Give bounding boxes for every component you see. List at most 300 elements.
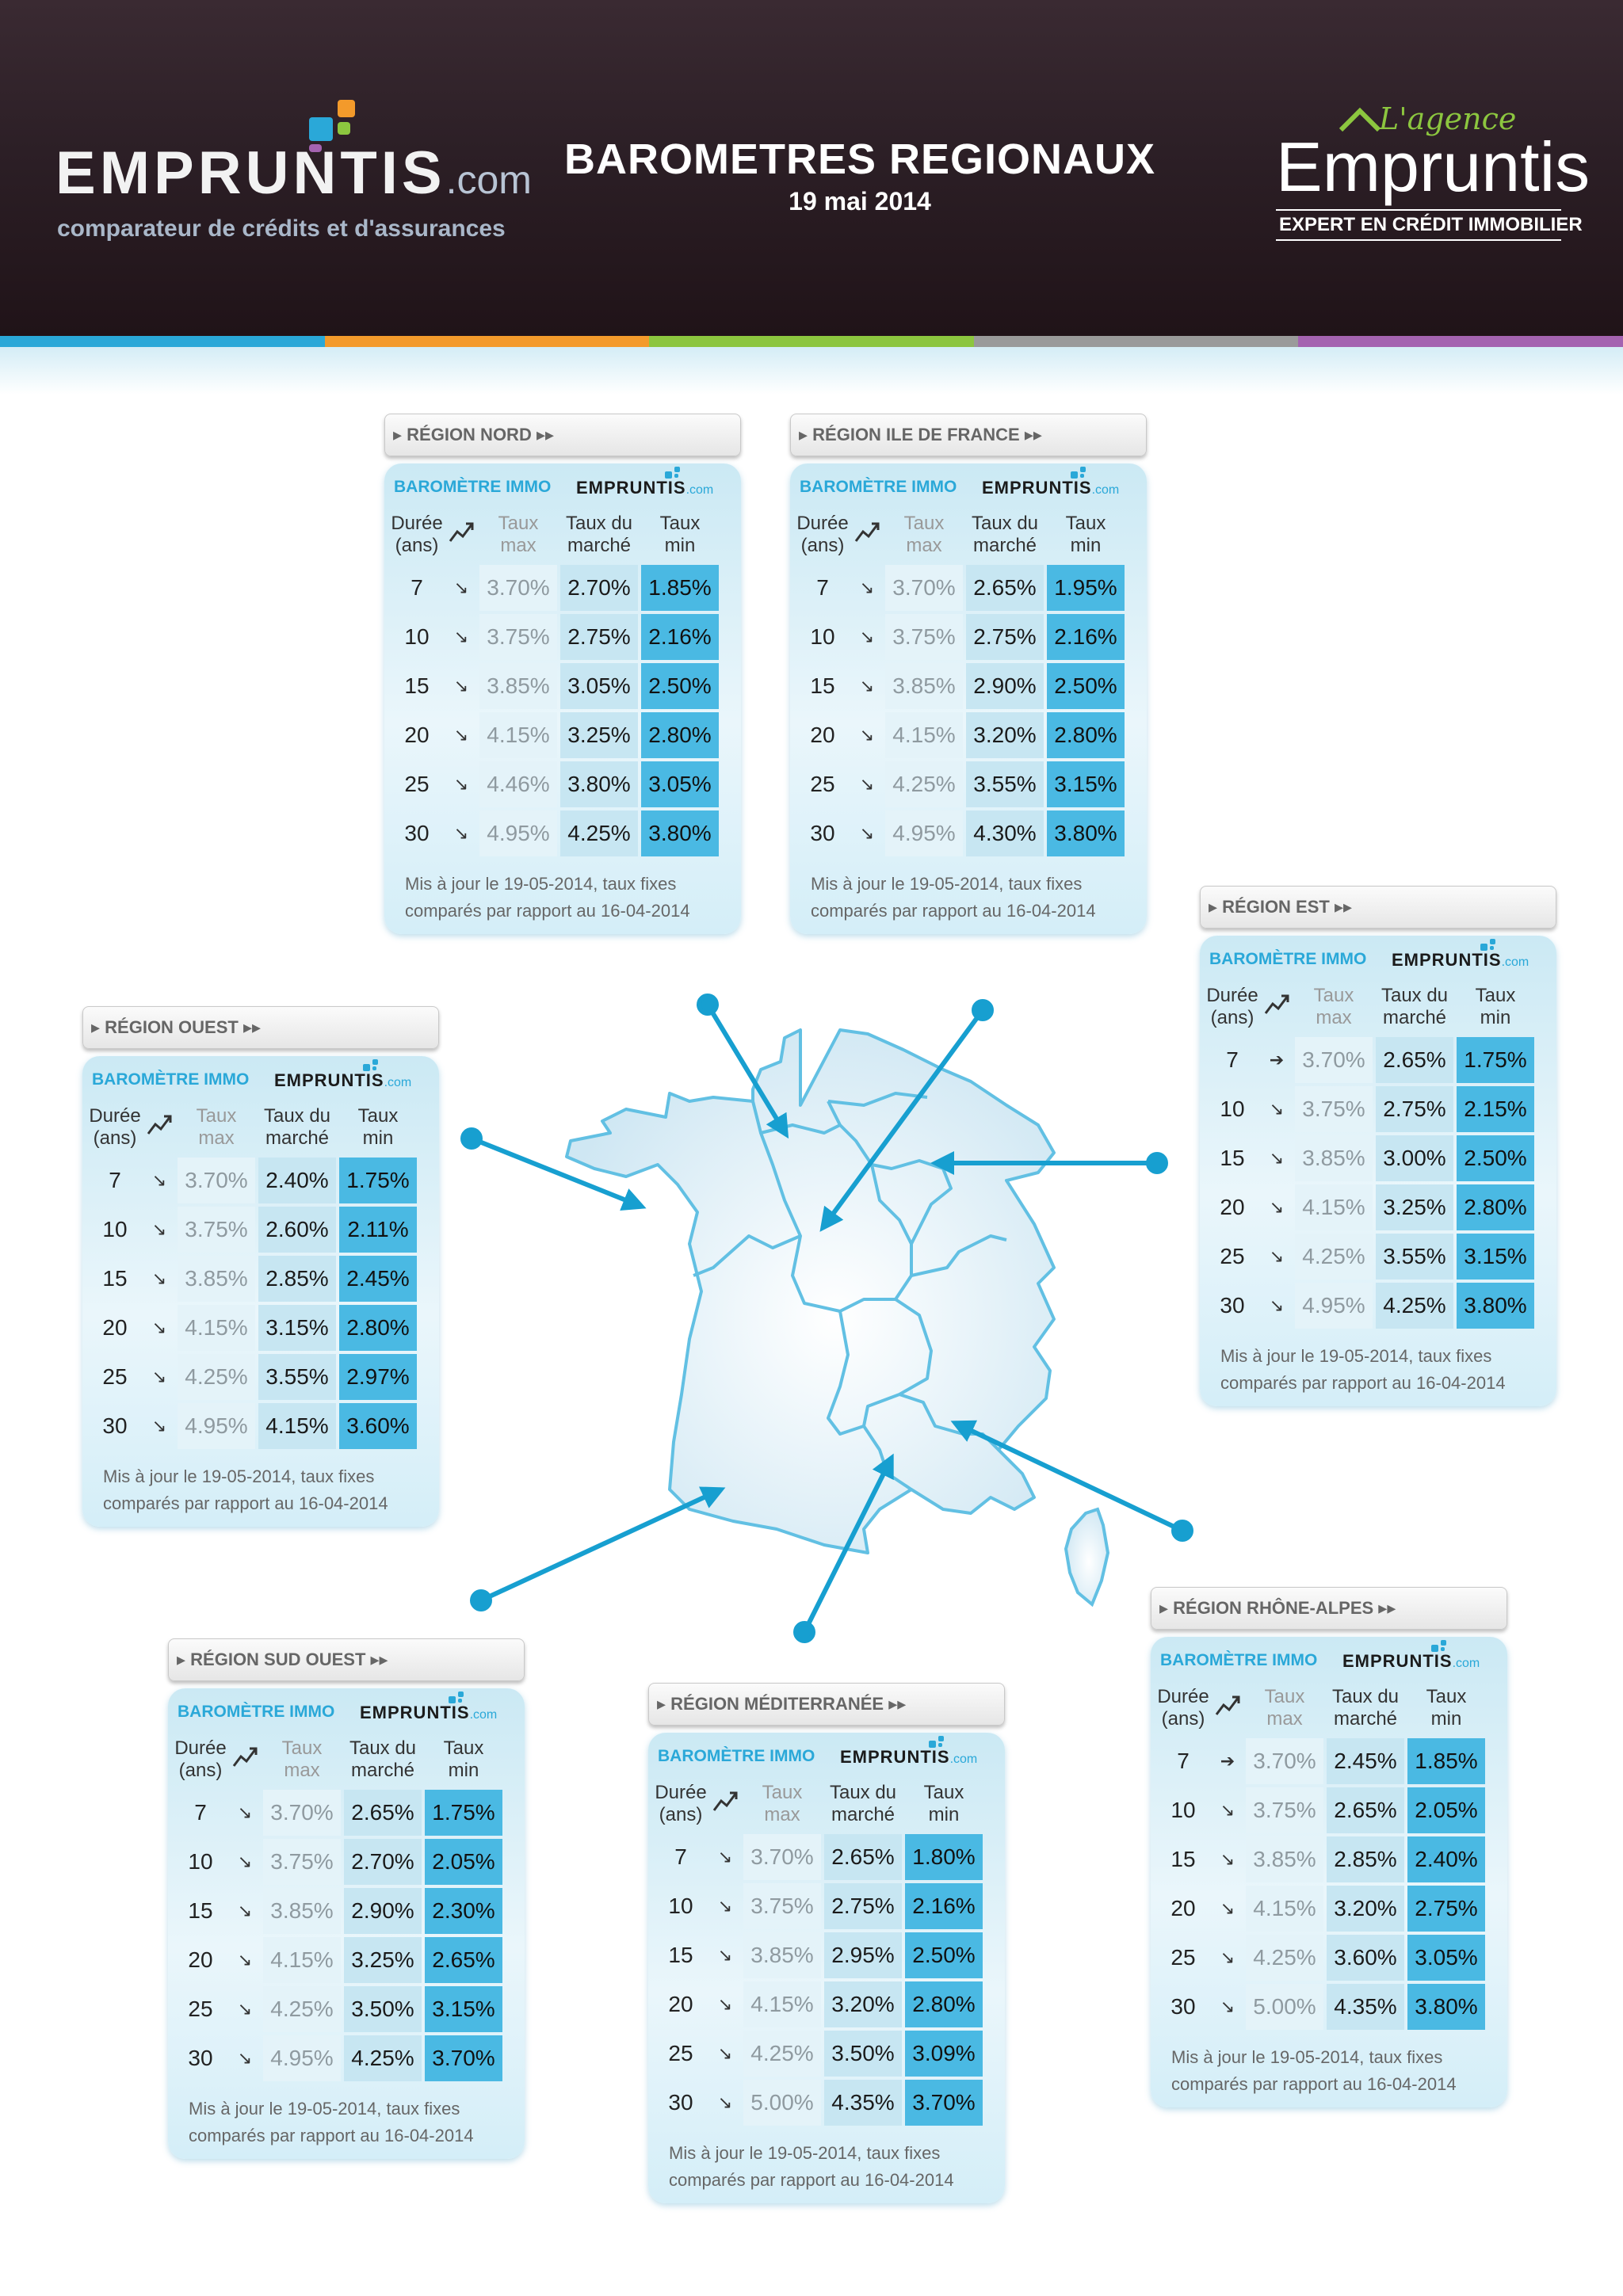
col-taux-max: Taux max (498, 513, 539, 556)
trend-icon (146, 1113, 173, 1137)
taux-min-cell: 3.15% (1457, 1234, 1534, 1280)
trend-icon (1214, 1694, 1241, 1718)
taux-max-cell: 3.75% (178, 1207, 255, 1253)
taux-max-cell: 5.00% (1246, 1984, 1323, 2030)
taux-marche-cell: 4.25% (1376, 1283, 1453, 1329)
taux-marche-cell: 2.85% (258, 1256, 336, 1302)
trend-arrow-icon: ↘ (1220, 1849, 1235, 1869)
rates-header-row (174, 1736, 502, 1787)
duree-cell: 15 (810, 673, 835, 698)
region-tab[interactable] (790, 414, 1147, 456)
page-title: BAROMETRES REGIONAUX (563, 135, 1156, 183)
duree-cell: 15 (102, 1266, 128, 1291)
col-trend (710, 1780, 740, 1831)
taux-min-cell: 2.40% (1407, 1836, 1485, 1882)
duree-cell: 25 (188, 1997, 213, 2021)
region-tab[interactable] (384, 414, 741, 456)
taux-min-cell: 3.80% (641, 810, 719, 856)
taux-max-cell: 3.75% (263, 1839, 341, 1885)
trend-arrow-icon: ↘ (151, 1318, 167, 1337)
taux-min-cell: 3.15% (1047, 761, 1125, 807)
update-note-line: comparés par rapport au 16-04-2014 (811, 901, 1096, 921)
card-header (384, 463, 741, 508)
taux-marche-cell: 2.75% (1376, 1086, 1453, 1132)
rates-header-row (391, 511, 719, 562)
barometre-card (384, 463, 741, 934)
duree-cell: 25 (668, 2041, 693, 2065)
trend-arrow-icon: ↘ (717, 2092, 733, 2112)
trend-arrow-icon: ↘ (453, 578, 469, 597)
trend-arrow-icon: ➔ (1269, 1050, 1285, 1070)
rates-header-row (89, 1104, 417, 1154)
col-taux-max: Taux max (1313, 985, 1354, 1028)
taux-marche-cell: 4.25% (344, 2035, 422, 2081)
taux-max-cell: 4.95% (479, 810, 557, 856)
rate-row (1157, 1886, 1485, 1932)
trend-arrow-icon: ↘ (859, 774, 875, 794)
logo-brand: EMPRUNTIS.com (55, 139, 532, 207)
duree-cell: 25 (1220, 1244, 1245, 1268)
taux-min-cell: 2.80% (905, 1981, 983, 2027)
map-pointers (463, 996, 1191, 1641)
taux-max-cell: 4.15% (263, 1937, 341, 1983)
rate-row (391, 614, 719, 660)
trend-icon (712, 1790, 739, 1814)
region-rhone (1151, 1587, 1507, 2107)
duree-cell: 20 (188, 1947, 213, 1972)
play-icon: ▸ (1209, 897, 1223, 917)
rate-row (1157, 1984, 1485, 2030)
play-icon: ▸ (91, 1017, 105, 1037)
rate-row (796, 614, 1125, 660)
duree-cell: 25 (102, 1364, 128, 1389)
trend-arrow-icon: ↘ (1220, 1947, 1235, 1967)
taux-min-cell: 2.50% (641, 663, 719, 709)
rate-row (796, 565, 1125, 611)
barometre-label: BAROMÈTRE IMMO (178, 1703, 335, 1721)
trend-arrow-icon: ↘ (453, 676, 469, 696)
col-taux-marche: Taux du marché (971, 513, 1039, 556)
double-arrow-icon: ▸▸ (1019, 425, 1042, 444)
duree-cell: 15 (404, 673, 430, 698)
rates-table (793, 508, 1128, 860)
taux-min-cell: 2.80% (1047, 712, 1125, 758)
taux-min-cell: 2.16% (905, 1883, 983, 1929)
taux-marche-cell: 2.85% (1327, 1836, 1404, 1882)
trend-arrow-icon: ↘ (1269, 1099, 1285, 1119)
trend-arrow-icon: ↘ (1220, 1898, 1235, 1918)
taux-marche-cell: 2.45% (1327, 1738, 1404, 1784)
region-title: RÉGION ILE DE FRANCE (812, 425, 1020, 444)
taux-max-cell: 3.85% (479, 663, 557, 709)
col-taux-max: Taux max (281, 1737, 323, 1781)
update-note-line: comparés par rapport au 16-04-2014 (1220, 1373, 1506, 1393)
trend-arrow-icon: ↘ (1269, 1246, 1285, 1266)
taux-max-cell: 3.75% (479, 614, 557, 660)
color-stripe (0, 336, 1623, 347)
region-tab[interactable] (1151, 1587, 1507, 1630)
update-note-line: comparés par rapport au 16-04-2014 (405, 901, 690, 921)
update-note-line: Mis à jour le 19-05-2014, taux fixes (669, 2143, 941, 2163)
duree-cell: 15 (188, 1898, 213, 1923)
taux-max-cell: 4.15% (479, 712, 557, 758)
rate-row (391, 810, 719, 856)
region-borders (693, 1093, 1006, 1489)
region-tab[interactable] (82, 1006, 439, 1049)
taux-marche-cell: 2.65% (344, 1790, 422, 1836)
duree-cell: 7 (411, 575, 423, 600)
taux-marche-cell: 3.25% (344, 1937, 422, 1983)
rate-row (174, 1986, 502, 2032)
trend-arrow-icon: ↘ (859, 627, 875, 646)
taux-marche-cell: 3.80% (560, 761, 638, 807)
update-note-line: Mis à jour le 19-05-2014, taux fixes (103, 1466, 375, 1486)
taux-max-cell: 4.95% (885, 810, 963, 856)
update-note (1151, 2033, 1507, 2098)
update-note (168, 2084, 525, 2149)
duree-cell: 10 (102, 1217, 128, 1241)
rate-row (655, 2031, 983, 2077)
trend-arrow-icon: ↘ (151, 1219, 167, 1239)
empruntis-logo[interactable] (55, 95, 532, 242)
col-duree: Durée (ans) (1157, 1686, 1209, 1730)
taux-marche-cell: 3.50% (344, 1986, 422, 2032)
rate-row (1157, 1738, 1485, 1784)
taux-min-cell: 2.05% (425, 1839, 502, 1885)
card-header (82, 1056, 439, 1100)
taux-min-cell: 2.50% (905, 1932, 983, 1978)
duree-cell: 20 (102, 1315, 128, 1340)
duree-cell: 7 (109, 1168, 121, 1192)
taux-min-cell: 2.80% (339, 1305, 417, 1351)
duree-cell: 7 (674, 1844, 687, 1869)
brand-label: EMPRUNTIS.com (360, 1703, 498, 1722)
update-note-line: comparés par rapport au 16-04-2014 (1171, 2074, 1457, 2094)
trend-icon (231, 1745, 258, 1769)
taux-min-cell: 3.09% (905, 2031, 983, 2077)
stripe-glow (0, 347, 1623, 395)
update-note (82, 1452, 439, 1517)
update-note-line: Mis à jour le 19-05-2014, taux fixes (405, 874, 677, 894)
stripe-segment (325, 336, 650, 347)
rate-row (174, 1839, 502, 1885)
rates-header-row (655, 1780, 983, 1831)
trend-arrow-icon: ↘ (453, 725, 469, 745)
trend-arrow-icon: ↘ (1269, 1148, 1285, 1168)
double-arrow-icon: ▸▸ (531, 425, 555, 444)
duree-cell: 20 (668, 1992, 693, 2016)
update-note-line: Mis à jour le 19-05-2014, taux fixes (189, 2099, 460, 2119)
col-trend (1262, 983, 1292, 1034)
col-taux-min: Taux min (357, 1105, 399, 1149)
trend-arrow-icon: ↘ (237, 1901, 253, 1920)
update-note-line: comparés par rapport au 16-04-2014 (189, 2126, 474, 2145)
rate-row (655, 2080, 983, 2126)
trend-arrow-icon: ↘ (1269, 1295, 1285, 1315)
taux-max-cell: 4.25% (885, 761, 963, 807)
taux-min-cell: 3.80% (1457, 1283, 1534, 1329)
taux-marche-cell: 3.50% (824, 2031, 902, 2077)
duree-cell: 30 (810, 821, 835, 845)
rate-row (655, 1932, 983, 1978)
taux-min-cell: 2.50% (1047, 663, 1125, 709)
taux-max-cell: 3.70% (263, 1790, 341, 1836)
trend-arrow-icon: ↘ (1220, 1800, 1235, 1820)
taux-max-cell: 4.95% (263, 2035, 341, 2081)
update-note-line: comparés par rapport au 16-04-2014 (103, 1493, 388, 1513)
trend-arrow-icon: ↘ (151, 1170, 167, 1190)
region-nord (384, 414, 741, 934)
rate-row (1206, 1037, 1534, 1083)
col-duree: Durée (ans) (796, 513, 849, 556)
card-header (648, 1733, 1005, 1777)
trend-arrow-icon: ↘ (237, 2048, 253, 2068)
taux-max-cell: 4.25% (1295, 1234, 1373, 1280)
taux-max-cell: 4.25% (263, 1986, 341, 2032)
taux-max-cell: 3.75% (743, 1883, 821, 1929)
duree-cell: 30 (404, 821, 430, 845)
rate-row (796, 810, 1125, 856)
taux-marche-cell: 2.90% (344, 1888, 422, 1934)
taux-marche-cell: 3.15% (258, 1305, 336, 1351)
update-note-line: Mis à jour le 19-05-2014, taux fixes (1220, 1346, 1492, 1366)
rate-row (796, 712, 1125, 758)
trend-arrow-icon: ↘ (453, 627, 469, 646)
taux-max-cell: 3.85% (263, 1888, 341, 1934)
rate-row (1157, 1935, 1485, 1981)
double-arrow-icon: ▸▸ (1329, 897, 1353, 917)
region-title: RÉGION SUD OUEST (190, 1650, 366, 1669)
barometre-card (1151, 1637, 1507, 2107)
logo-tagline: comparateur de crédits et d'assurances (57, 215, 506, 242)
region-tab[interactable] (1200, 886, 1556, 929)
stripe-segment (0, 336, 325, 347)
barometre-label: BAROMÈTRE IMMO (92, 1070, 250, 1089)
duree-cell: 30 (102, 1413, 128, 1438)
brand-label: EMPRUNTIS.com (982, 478, 1120, 498)
rate-row (655, 1883, 983, 1929)
agence-empruntis-logo[interactable] (1268, 95, 1591, 246)
rate-row (89, 1403, 417, 1449)
trend-arrow-icon: ↘ (717, 1896, 733, 1916)
trend-arrow-icon: ↘ (151, 1268, 167, 1288)
rate-row (174, 1790, 502, 1836)
col-trend (144, 1104, 174, 1154)
taux-marche-cell: 2.70% (560, 565, 638, 611)
rate-row (1206, 1135, 1534, 1181)
taux-max-cell: 3.75% (885, 614, 963, 660)
taux-min-cell: 3.80% (1047, 810, 1125, 856)
trend-arrow-icon: ↘ (237, 1802, 253, 1822)
stripe-segment (1298, 336, 1623, 347)
taux-min-cell: 2.50% (1457, 1135, 1534, 1181)
region-tab[interactable] (168, 1638, 525, 1681)
taux-marche-cell: 4.35% (824, 2080, 902, 2126)
taux-max-cell: 4.15% (1295, 1184, 1373, 1230)
double-arrow-icon: ▸▸ (365, 1650, 388, 1669)
taux-max-cell: 5.00% (743, 2080, 821, 2126)
rate-row (391, 663, 719, 709)
taux-max-cell: 4.15% (1246, 1886, 1323, 1932)
barometre-label: BAROMÈTRE IMMO (1209, 950, 1367, 968)
divider (1276, 239, 1561, 241)
taux-min-cell: 1.75% (1457, 1037, 1534, 1083)
taux-max-cell: 3.85% (743, 1932, 821, 1978)
taux-max-cell: 4.46% (479, 761, 557, 807)
region-idf (790, 414, 1147, 934)
trend-arrow-icon: ↘ (453, 823, 469, 843)
col-taux-marche: Taux du marché (1331, 1686, 1400, 1730)
rate-row (796, 761, 1125, 807)
taux-min-cell: 3.70% (425, 2035, 502, 2081)
taux-min-cell: 3.60% (339, 1403, 417, 1449)
trend-icon (1263, 993, 1290, 1016)
col-trend (1212, 1684, 1243, 1735)
duree-cell: 10 (810, 624, 835, 649)
update-note-line: Mis à jour le 19-05-2014, taux fixes (1171, 2047, 1443, 2067)
barometre-card (1200, 936, 1556, 1406)
col-taux-marche: Taux du marché (349, 1737, 417, 1781)
trend-icon (448, 521, 475, 544)
taux-marche-cell: 3.05% (560, 663, 638, 709)
col-duree: Durée (ans) (174, 1737, 227, 1781)
taux-marche-cell: 3.55% (1376, 1234, 1453, 1280)
rate-row (174, 2035, 502, 2081)
taux-min-cell: 3.80% (1407, 1984, 1485, 2030)
trend-arrow-icon: ↘ (1269, 1197, 1285, 1217)
trend-arrow-icon: ↘ (151, 1367, 167, 1386)
col-trend (230, 1736, 260, 1787)
trend-arrow-icon: ↘ (237, 1852, 253, 1871)
taux-marche-cell: 2.65% (824, 1834, 902, 1880)
brand-label: EMPRUNTIS.com (840, 1747, 978, 1767)
taux-max-cell: 3.75% (1295, 1086, 1373, 1132)
duree-cell: 30 (1220, 1293, 1245, 1318)
taux-max-cell: 4.15% (178, 1305, 255, 1351)
card-header (1200, 936, 1556, 980)
region-med (648, 1683, 1005, 2203)
taux-max-cell: 3.75% (1246, 1787, 1323, 1833)
taux-marche-cell: 3.20% (824, 1981, 902, 2027)
duree-cell: 15 (668, 1943, 693, 1967)
rates-table (388, 508, 722, 860)
card-header (1151, 1637, 1507, 1681)
region-title: RÉGION EST (1222, 897, 1330, 917)
agence-name: Empruntis (1276, 128, 1591, 206)
taux-marche-cell: 3.25% (560, 712, 638, 758)
taux-min-cell: 2.11% (339, 1207, 417, 1253)
play-icon: ▸ (657, 1694, 671, 1714)
taux-min-cell: 2.05% (1407, 1787, 1485, 1833)
rates-table (651, 1777, 986, 2129)
taux-min-cell: 1.75% (425, 1790, 502, 1836)
col-taux-marche: Taux du marché (263, 1105, 331, 1149)
taux-marche-cell: 2.75% (966, 614, 1044, 660)
barometre-card (648, 1733, 1005, 2203)
duree-cell: 10 (1220, 1097, 1245, 1121)
col-taux-min: Taux min (659, 513, 701, 556)
region-tab[interactable] (648, 1683, 1005, 1726)
region-ouest (82, 1006, 439, 1527)
region-est (1200, 886, 1556, 1406)
taux-marche-cell: 2.75% (824, 1883, 902, 1929)
barometre-label: BAROMÈTRE IMMO (1160, 1651, 1318, 1669)
page-header (0, 0, 1623, 336)
taux-max-cell: 3.70% (479, 565, 557, 611)
taux-min-cell: 2.30% (425, 1888, 502, 1934)
taux-min-cell: 2.16% (1047, 614, 1125, 660)
region-title: RÉGION MÉDITERRANÉE (670, 1694, 884, 1714)
duree-cell: 25 (1170, 1945, 1196, 1970)
col-taux-max: Taux max (1264, 1686, 1305, 1730)
taux-min-cell: 3.15% (425, 1986, 502, 2032)
taux-marche-cell: 4.35% (1327, 1984, 1404, 2030)
col-taux-max: Taux max (196, 1105, 237, 1149)
region-title: RÉGION NORD (407, 425, 532, 444)
rate-row (174, 1937, 502, 1983)
taux-min-cell: 1.85% (1407, 1738, 1485, 1784)
duree-cell: 7 (1226, 1047, 1239, 1072)
taux-marche-cell: 2.65% (1327, 1787, 1404, 1833)
taux-min-cell: 2.97% (339, 1354, 417, 1400)
trend-arrow-icon: ↘ (859, 823, 875, 843)
agence-tagline: EXPERT EN CRÉDIT IMMOBILIER (1279, 214, 1583, 235)
taux-min-cell: 2.75% (1407, 1886, 1485, 1932)
trend-arrow-icon: ↘ (453, 774, 469, 794)
duree-cell: 10 (1170, 1798, 1196, 1822)
update-note-line: comparés par rapport au 16-04-2014 (669, 2170, 954, 2190)
update-note (790, 860, 1147, 925)
taux-marche-cell: 3.20% (1327, 1886, 1404, 1932)
rates-table (1154, 1681, 1488, 2033)
taux-max-cell: 3.70% (1295, 1037, 1373, 1083)
double-arrow-icon: ▸▸ (238, 1017, 262, 1037)
trend-arrow-icon: ↘ (717, 1994, 733, 2014)
taux-marche-cell: 2.60% (258, 1207, 336, 1253)
duree-cell: 25 (404, 772, 430, 796)
taux-marche-cell: 2.65% (966, 565, 1044, 611)
taux-marche-cell: 2.90% (966, 663, 1044, 709)
taux-max-cell: 4.95% (1295, 1283, 1373, 1329)
taux-marche-cell: 4.25% (560, 810, 638, 856)
col-duree: Durée (ans) (1206, 985, 1258, 1028)
taux-max-cell: 4.25% (743, 2031, 821, 2077)
taux-max-cell: 3.85% (1295, 1135, 1373, 1181)
taux-marche-cell: 2.65% (1376, 1037, 1453, 1083)
brand-label: EMPRUNTIS.com (1342, 1651, 1480, 1671)
taux-max-cell: 3.70% (178, 1158, 255, 1203)
duree-cell: 20 (1170, 1896, 1196, 1920)
rate-row (89, 1256, 417, 1302)
col-duree: Durée (ans) (391, 513, 443, 556)
col-taux-max: Taux max (903, 513, 945, 556)
taux-min-cell: 2.65% (425, 1937, 502, 1983)
barometre-label: BAROMÈTRE IMMO (394, 478, 552, 496)
duree-cell: 7 (194, 1800, 207, 1825)
agence-label: L'agence (1379, 101, 1517, 136)
taux-max-cell: 4.15% (885, 712, 963, 758)
duree-cell: 30 (188, 2046, 213, 2070)
col-taux-marche: Taux du marché (829, 1782, 897, 1825)
rate-row (1206, 1086, 1534, 1132)
card-header (790, 463, 1147, 508)
rate-row (391, 565, 719, 611)
divider (1276, 209, 1561, 211)
trend-arrow-icon: ↘ (237, 1999, 253, 2019)
barometre-card (790, 463, 1147, 934)
col-taux-max: Taux max (762, 1782, 803, 1825)
region-sudouest (168, 1638, 525, 2159)
